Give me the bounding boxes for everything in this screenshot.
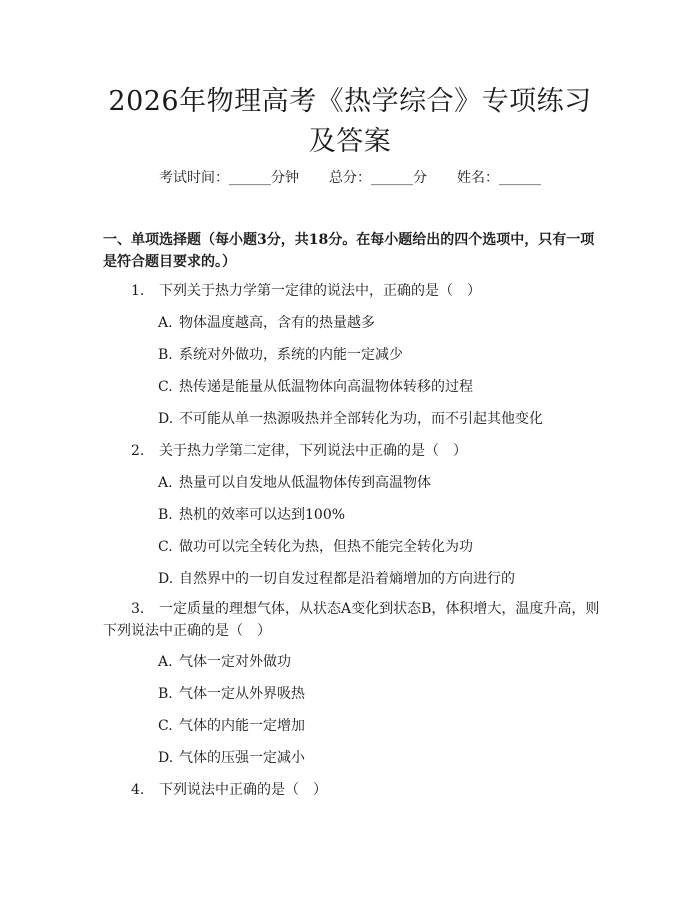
question-number: 3.: [131, 601, 145, 617]
question-4: [131, 779, 327, 801]
question-1: [131, 280, 481, 302]
option-2d: D. 自然界中的一切自发过程都是沿着熵增加的方向进行的: [158, 571, 515, 587]
score-blank: ______分: [371, 170, 427, 186]
section-heading: 一、单项选择题（每小题3分，共18分。在每小题给出的四个选项中，只有一项是符合题目要求的。）: [103, 232, 595, 270]
option-3d: D. 气体的压强一定减小: [158, 750, 305, 766]
question-text: 下列关于热力学第一定律的说法中，正确的是（ ）: [159, 283, 481, 299]
name-label: 姓名：: [457, 170, 499, 186]
question-text: 一定质量的理想气体，从状态A变化到状态B，体积增大，温度升高，则下列说法中正确的是（ ）: [103, 601, 600, 639]
exam-info-line: [0, 168, 700, 188]
question-3: [103, 598, 603, 642]
option-2b: B. 热机的效率可以达到100%: [158, 507, 346, 523]
time-label: 考试时间：: [159, 170, 229, 186]
question-number: 4.: [131, 782, 145, 798]
option-1a: A. 物体温度越高，含有的热量越多: [158, 315, 375, 331]
option-2a: A. 热量可以自发地从低温物体传到高温物体: [158, 475, 431, 491]
question-number: 1.: [131, 283, 145, 299]
page-title: 2026年物理高考《热学综合》专项练习及答案: [108, 86, 592, 157]
score-label: 总分：: [329, 170, 371, 186]
question-text: 下列说法中正确的是（ ）: [159, 782, 327, 798]
name-blank: ______: [499, 170, 541, 186]
question-number: 2.: [131, 443, 145, 459]
option-3a: A. 气体一定对外做功: [158, 654, 291, 670]
question-text: 关于热力学第二定律，下列说法中正确的是（ ）: [159, 443, 467, 459]
option-1d: D. 不可能从单一热源吸热并全部转化为功，而不引起其他变化: [158, 411, 543, 427]
option-3c: C. 气体的内能一定增加: [158, 718, 305, 734]
time-blank: ______分钟: [229, 170, 299, 186]
question-2: [131, 440, 467, 462]
option-1c: C. 热传递是能量从低温物体向高温物体转移的过程: [158, 379, 473, 395]
option-1b: B. 系统对外做功，系统的内能一定减少: [158, 347, 403, 363]
option-3b: B. 气体一定从外界吸热: [158, 686, 305, 702]
option-2c: C. 做功可以完全转化为热，但热不能完全转化为功: [158, 539, 473, 555]
